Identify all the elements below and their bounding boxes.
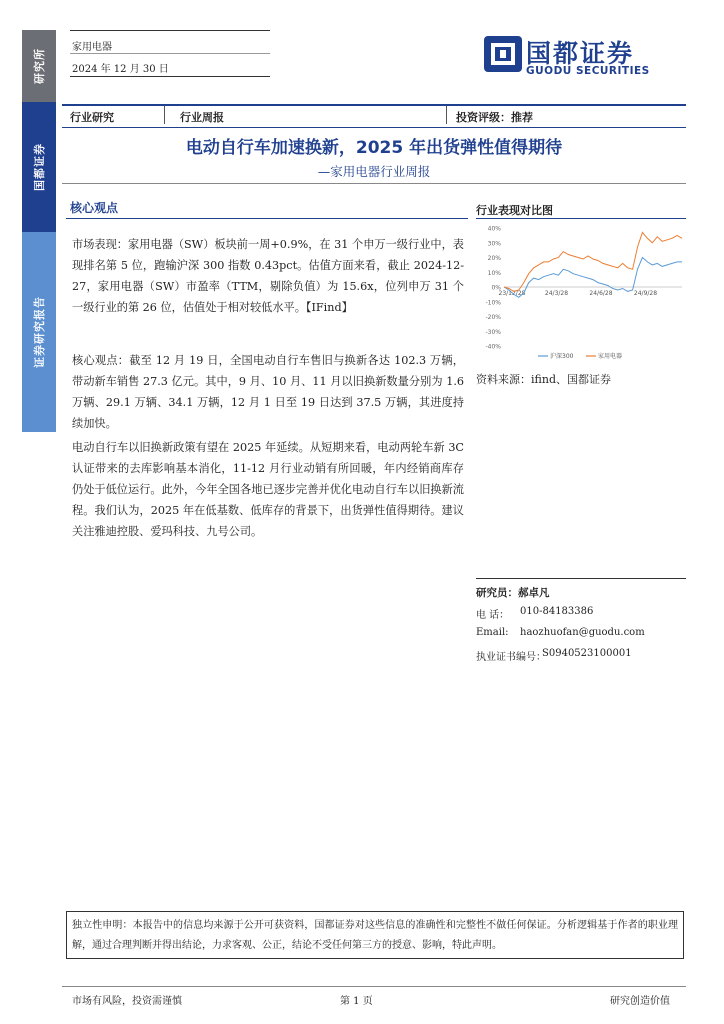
report-title: 电动自行车加速换新，2025 年出货弹性值得期待	[185, 138, 563, 158]
tag-bottom-rule	[62, 127, 686, 128]
cert-value: S0940523100001	[542, 648, 632, 659]
market-paragraph	[72, 234, 464, 318]
researcher-name: 研究员：郝卓凡	[476, 587, 550, 599]
x-tick-label: 24/6/28	[589, 290, 613, 297]
tag-divider-2	[446, 106, 447, 124]
footer-rule	[62, 986, 686, 987]
phone-row	[476, 606, 594, 621]
y-tick-label: 10%	[487, 269, 501, 277]
sidebar-bottom-label: 证券研究报告	[33, 296, 46, 368]
outlook-text: 电动自行车以旧换新政策有望在 2025 年延续。从短期来看，电动两轮车新 3C 认证带来的去库影响基本消化，11-12 月行业动销有所回暖，年内经销商库存仍处于低位运行。此外，今年全国各地已逐步完善并优化电动自行车以旧换新流程。我们认为，2025 年在低基数、低库存的背景下，出货弹性值得期待。建议关注雅迪控股、爱玛科技、九号公司。	[72, 441, 464, 538]
rating-label: 投资评级：推荐	[456, 111, 533, 124]
y-tick-label: -30%	[485, 328, 501, 336]
cert-label: 执业证书编号：	[476, 652, 546, 663]
disclaimer-box	[66, 911, 684, 959]
core-paragraph	[72, 350, 464, 434]
sidebar-brand	[22, 102, 56, 232]
x-tick-label: 23/12/28	[498, 290, 526, 297]
core-text: 核心观点：截至 12 月 19 日，全国电动自行车售旧与换新各达 102.3 万辆，带动新车销售 27.3 亿元。其中，9 月、10 月、11 月以旧换新数量分别为 1.6 万辆、29.1 万辆、34.1 万辆，12 月 1 日至 19 日达到 37.5 万辆，其进度持续加快。	[72, 354, 464, 430]
y-tick-label: 40%	[487, 225, 501, 233]
market-text: 市场表现：家用电器（SW）板块前一周+0.9%，在 31 个申万一级行业中，表现排名第 5 位，跑输沪深 300 指数 0.43pct。估值方面来看，截止 2024-12-27，家用电器（SW）市盈率（TTM，剔除负值）为 15.6x，位列申万 31 个一级行业的第 26 位，估值处于相对较低水平。【IFind】	[72, 238, 464, 314]
logo-cn-text: 国都证券	[526, 39, 635, 68]
sidebar-report-type	[22, 232, 56, 432]
x-tick-label: 24/9/28	[633, 290, 658, 297]
core-heading-rule	[66, 218, 468, 219]
header-mid-rule	[70, 53, 270, 54]
email-row	[476, 627, 645, 638]
footer-slogan: 研究创造价值	[610, 996, 670, 1007]
cert-row	[476, 648, 632, 663]
tag-industry-research: 行业研究	[70, 111, 114, 124]
tag-divider	[164, 106, 165, 124]
y-tick-label: 20%	[487, 255, 501, 262]
legend-label: 家用电器	[598, 353, 623, 360]
tag-top-rule	[62, 104, 686, 106]
y-tick-label: -10%	[485, 299, 501, 307]
header-top-rule	[70, 30, 270, 31]
outlook-paragraph	[72, 437, 464, 542]
performance-chart	[476, 222, 686, 367]
chart-source: 资料来源：ifind、国都证券	[476, 373, 611, 386]
y-tick-label: -40%	[485, 343, 501, 351]
phone-label: 电 话：	[476, 610, 510, 621]
core-heading: 核心观点	[70, 201, 119, 215]
phone-value: 010-84183386	[520, 606, 594, 617]
tag-weekly: 行业周报	[180, 111, 224, 124]
header-date: 2024 年 12 月 30 日	[72, 64, 169, 75]
email-label: Email:	[476, 627, 509, 638]
footer-risk: 市场有风险，投资需谨慎	[72, 996, 182, 1007]
title-rule	[62, 183, 686, 184]
chart-heading-rule	[476, 218, 686, 219]
y-tick-label: 0%	[491, 284, 501, 292]
report-subtitle: —家用电器行业周报	[317, 164, 431, 179]
disclaimer-text: 独立性申明：本报告中的信息均来源于公开可获资料，国都证券对这些信息的准确性和完整性不做任何保证。分析逻辑基于作者的职业理解，通过合理判断并得出结论，力求客观、公正，结论不受任何第三方的授意、影响，特此声明。	[72, 920, 678, 951]
sidebar-research-institute	[22, 30, 56, 102]
researcher-rule	[476, 578, 686, 579]
chart-heading: 行业表现对比图	[476, 204, 553, 217]
guodu-logo-icon	[484, 34, 522, 74]
x-tick-label: 24/3/28	[544, 290, 569, 297]
series-line-1	[504, 232, 682, 291]
sidebar-top-label: 研究所	[33, 48, 46, 84]
y-tick-label: -20%	[485, 314, 501, 321]
logo-en-text: GUODU SECURITIES	[526, 65, 650, 77]
legend-label: 沪深300	[550, 353, 574, 360]
sidebar-middle-label: 国都证券	[33, 143, 46, 191]
footer-page: 第 1 页	[340, 996, 373, 1007]
y-tick-label: 30%	[487, 240, 501, 248]
header-bottom-rule	[70, 76, 270, 77]
header-industry: 家用电器	[72, 42, 112, 53]
email-value[interactable]: haozhuofan@guodu.com	[520, 627, 645, 638]
